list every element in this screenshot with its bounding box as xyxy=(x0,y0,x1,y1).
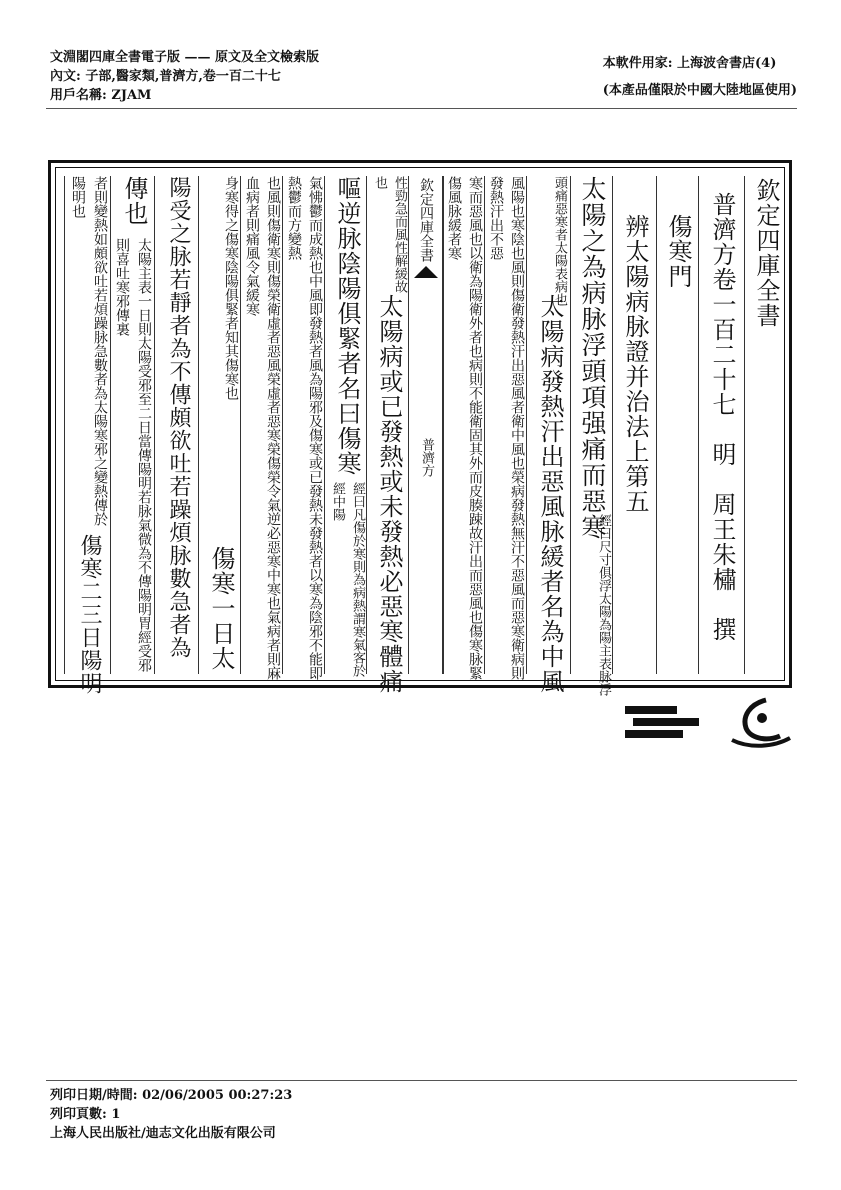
banner-column xyxy=(744,176,787,674)
note-text-8b: 榮令氣逆必惡寒中寒也氣病者則麻血病者則痛風令氣緩寒 xyxy=(244,176,281,680)
note-text-4b: 而皮腠踈故汗出而惡風也傷寒脉緊傷風脉緩者寒 xyxy=(446,176,483,680)
footer-info xyxy=(50,1086,292,1143)
text-column-6 xyxy=(324,176,367,677)
note-text-5a: 性勁急而風性解緩故也 xyxy=(372,176,407,293)
note-text-3b: 榮病發熱無汗不惡風而惡寒衛病則發熱汗出不惡 xyxy=(488,176,525,680)
note-text-7b: 已發熱未發熱者以寒為陰邪不能即熱鬱而方變熱 xyxy=(286,176,323,680)
header-notice: (本產品僅限於中國大陸地區使用) xyxy=(602,83,797,98)
center-band xyxy=(408,176,444,674)
title-column xyxy=(698,176,745,674)
note-text-6: 經曰凡傷於寒則為病熱謂寒氣客於經中陽 xyxy=(330,482,365,677)
text-column-4 xyxy=(442,176,485,680)
text-column-2 xyxy=(526,176,571,694)
text-column-3 xyxy=(484,176,527,680)
note-text-3a: 風陽也寒陰也風則傷衛發熱汗出惡風者衛中風也 xyxy=(509,176,525,470)
main-text-1: 太陽之為病脉浮頭項强痛而惡寒 xyxy=(578,176,607,540)
main-text-11: 傳也 xyxy=(120,176,148,226)
banner-text: 欽定四庫全書 xyxy=(752,178,780,328)
main-text-6: 嘔逆脉陰陽俱緊者名曰傷寒 xyxy=(333,176,361,476)
text-column-8 xyxy=(240,176,283,680)
text-frame-inner xyxy=(55,167,785,696)
note-text-12a: 者則變熱如頗欲吐若煩躁脉急數 xyxy=(92,176,108,372)
text-column-10 xyxy=(154,176,199,674)
header-license xyxy=(603,50,797,104)
header-content-path: 內文: 子部,醫家類,普濟方,卷一百二十七 xyxy=(50,69,281,84)
text-column-9 xyxy=(198,176,241,674)
main-text-10: 陽受之脉若靜者為不傳頗欲吐若躁煩脉數急者為 xyxy=(166,176,191,659)
text-column-5 xyxy=(366,176,409,694)
note-text-12 xyxy=(65,176,111,526)
main-text-2: 太陽病發熱汗出惡風脉緩者名為中風 xyxy=(536,294,564,694)
note-text-11a: 太陽主表一日則太陽受邪至二日當傳陽明若 xyxy=(136,238,152,504)
note-text-11 xyxy=(111,238,155,683)
note-text-1: 經曰尺寸俱浮太陽為陽主表脉浮 xyxy=(596,514,611,696)
publisher-mark-icon xyxy=(625,704,699,742)
footer-divider xyxy=(46,1080,797,1081)
note-text-4a: 寒而惡風也以衛為陽衛外者也病則不能衛固其外 xyxy=(467,176,483,470)
note-text-2a: 頭痛惡寒者太陽表病也 xyxy=(552,176,567,306)
header-edition: 文淵閣四庫全書電子版 —— 原文及全文檢索版 xyxy=(50,50,320,65)
center-band-subtitle: 普濟方 xyxy=(419,438,434,477)
header-licensee: 本軟件用家: 上海波舍書店(4) xyxy=(602,56,777,71)
main-text-12: 傷寒二三日陽明 xyxy=(77,534,102,695)
volume-title: 普濟方卷一百二十七 明 周王朱橚 撰 xyxy=(708,192,736,642)
main-text-9: 傷寒一日太 xyxy=(207,546,235,671)
note-text-12b: 者為太陽寒邪之變熱傳於陽明也 xyxy=(70,176,108,526)
text-column-1 xyxy=(570,176,613,696)
note-text-3 xyxy=(485,176,527,681)
footer-print-pages: 列印頁數: 1 xyxy=(50,1107,121,1122)
note-text-11b: 脉氣微為不傳陽明胃經受邪則喜吐寒邪傳裏 xyxy=(114,238,152,672)
note-text-9a: 身寒得之傷寒陰陽俱緊者知其傷寒也 xyxy=(223,176,239,400)
note-text-8a: 也風則傷衛寒則傷榮衛虛者惡風榮虛者惡寒榮傷 xyxy=(265,176,281,470)
center-band-title: 欽定四庫全書 xyxy=(418,178,434,262)
text-column-12 xyxy=(64,176,111,695)
note-text-4 xyxy=(443,176,485,681)
text-frame xyxy=(48,160,792,696)
main-text-5: 太陽病或已發熱或未發熱必惡寒體痛 xyxy=(375,294,403,694)
note-text-7a: 氣怫鬱而成熱也中風即發熱者風為陽邪及傷寒或 xyxy=(307,176,323,470)
footer-print-date: 列印日期/時間: 02/06/2005 00:27:23 xyxy=(50,1088,293,1103)
note-text-8 xyxy=(241,176,283,681)
header-info xyxy=(50,48,319,105)
section-column xyxy=(656,176,699,674)
text-column-7 xyxy=(282,176,325,680)
section-title: 傷寒門 xyxy=(664,214,692,289)
footer-publisher: 上海人民出版社/迪志文化出版有限公司 xyxy=(50,1126,276,1141)
seal-logo-icon xyxy=(728,694,792,750)
text-column-11 xyxy=(110,176,155,674)
chapter-column xyxy=(612,176,657,674)
header-divider xyxy=(46,108,797,109)
header-username: 用戶名稱: ZJAM xyxy=(50,88,152,103)
chapter-title: 辨太陽病脉證并治法上第五 xyxy=(621,214,649,514)
fishtail-mark-icon xyxy=(414,266,438,278)
note-text-7 xyxy=(283,176,325,681)
